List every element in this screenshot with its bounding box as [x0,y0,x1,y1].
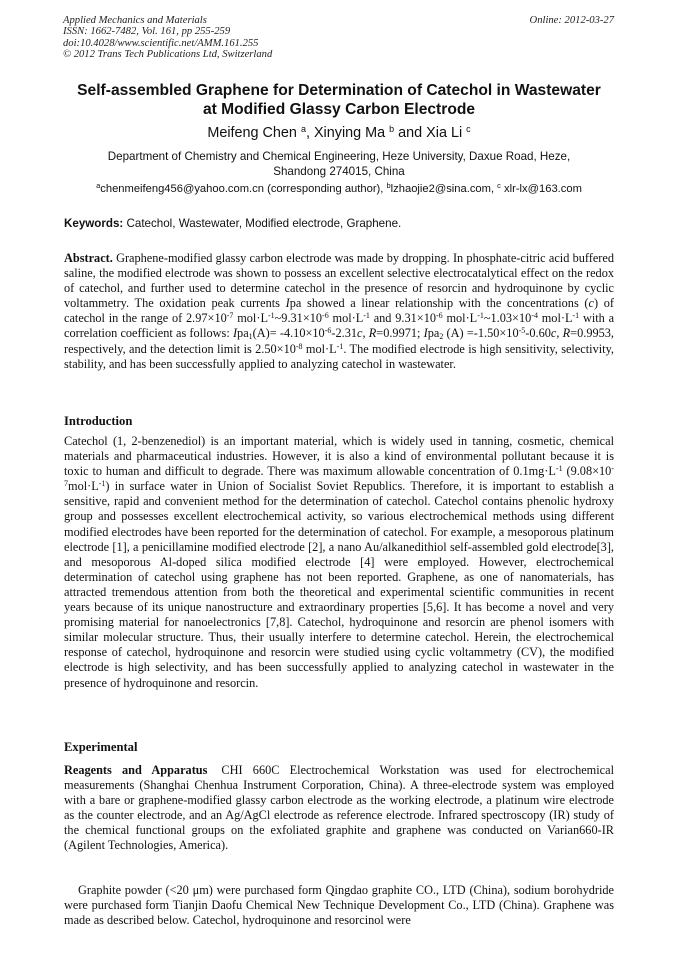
title-line-1: Self-assembled Graphene for Determination of Catechol in Wastewater [77,82,601,99]
abstract-var: I [232,326,238,341]
email-2[interactable]: lzhaojie2@sina.com, [390,183,498,195]
abstract-text: mol·L [302,341,337,356]
email-list [40,182,638,196]
author-1-mark: a [300,124,306,134]
abstract-var: R [368,326,377,341]
keywords [64,217,616,231]
abstract-sub: 2 [439,332,444,342]
abstract [64,251,614,372]
email-1-mark: a [96,181,101,190]
abstract-text: mol·L [537,311,573,326]
abstract-var: c [588,296,594,311]
affiliation-line-2: Shandong 274015, China [273,164,405,178]
paper-title [50,81,628,119]
abstract-text: mol·L [233,311,268,326]
abstract-sup: -1 [336,341,344,351]
abstract-text: =0.9953, respectively, and the detection limit is 2.50×10 [64,326,614,356]
online-date: Online: 2012-03-27 [529,15,614,26]
abstract-sup: -5 [518,326,526,336]
abstract-text: pa showed a linear relationship with the concentrations ( [289,296,589,311]
abstract-sup: -8 [295,341,303,351]
author-3: and Xia Li [394,125,463,141]
abstract-sup: -1 [572,311,580,321]
abstract-sup: -7 [226,311,234,321]
abstract-sup: -6 [322,311,329,321]
abstract-text: Graphene-modified glassy carbon electrode was made by dropping. In phosphate-citric acid buffered saline, the modified electrode was shown to possess an excellent selective electrocatalytical effect on the redox of catechol, and further used to determine catechol in the presence of resorcin and hydroquinone by cyclic voltammetry. The oxidation peak currents [64,251,614,311]
abstract-text: with a correlation coefficient as follows: [64,311,615,341]
author-1: Meifeng Chen [207,125,297,141]
abstract-text: , [362,326,369,341]
intro-sup: -7 [64,464,614,489]
email-2-mark: b [386,181,391,190]
abstract-text: -2.31 [331,326,357,341]
experimental-paragraph-2: Graphite powder (<20 μm) were purchased form Qingdao graphite CO., LTD (China), sodium borohydride were purchased form Tianjin Daofu Chemical New Technique Development Co., LTD (China). Graphene was made as described below. Catechol, hydroquinone and resorcinol were [64,883,614,928]
abstract-sub: 1 [248,332,253,342]
abstract-var: c [357,326,363,341]
abstract-sup: -1 [477,311,484,321]
abstract-sup: -1 [267,311,275,321]
experimental-text-1: CHI 660C Electrochemical Workstation was used for electrochemical measurements (Shanghai Chenhua Instrument Corporation, China). A three-electrode system was employed with a bare or graphene-modified glassy carbon electrode as the working electrode, a platinum wire electrode as the counter electrode, and an Ag/AgCl electrode as reference electrode. Infrared spectroscopy (IR) study of the chemical functional groups on the exfoliated graphite and graphene was conducted on Varian660-IR (Agilent Technologies, America). [64,763,614,853]
affiliation [70,150,608,179]
email-1[interactable]: chenmeifeng456@yahoo.com.cn (corresponding author), [100,183,387,195]
experimental-paragraph-1 [64,763,614,854]
abstract-text: (A)= -4.10×10 [252,326,325,341]
email-3-mark: c [497,181,501,190]
abstract-var: I [285,296,290,311]
doi-line: doi:10.4028/www.scientific.net/AMM.161.255 [63,37,259,49]
abstract-text: , [556,326,563,341]
abstract-sup: -6 [436,311,443,321]
introduction-paragraph [64,434,614,691]
abstract-sup: -6 [324,326,332,336]
abstract-text: (A) =-1.50×10 [443,326,519,341]
abstract-text: pa [237,326,249,341]
abstract-text: mol·L [328,311,364,326]
reagents-subheading: Reagents and Apparatus [64,763,208,777]
title-line-2: at Modified Glassy Carbon Electrode [202,101,476,118]
abstract-text: =0.9971; [376,326,424,341]
issn-line: ISSN: 1662-7482, Vol. 161, pp 255-259 [63,26,231,38]
abstract-sup: -4 [531,311,538,321]
abstract-text: mol·L [442,311,478,326]
intro-sup: -1 [98,479,106,489]
author-3-mark: c [466,124,471,134]
abstract-text: pa [427,326,440,341]
email-3[interactable]: xlr-lx@163.com [500,183,582,195]
intro-sup: -1 [555,464,563,474]
keywords-label: Keywords: [64,217,124,230]
abstract-text: ) of catechol in the range of 2.97×10 [64,296,614,326]
journal-name: Applied Mechanics and Materials [63,15,207,26]
intro-text: mol·L [68,479,99,494]
affiliation-line-1: Department of Chemistry and Chemical Engineering, Heze University, Daxue Road, Heze, [107,150,571,163]
abstract-var: I [423,326,428,341]
copyright-line: © 2012 Trans Tech Publications Ltd, Switzerland [63,49,273,61]
keywords-text: Catechol, Wastewater, Modified electrode, Graphene. [123,217,402,230]
abstract-sup: -1 [363,311,370,321]
abstract-text: . The modified electrode is high sensitivity, selectivity, stability, and has been successfully applied to analyzing catechol in wastewater. [64,341,615,371]
intro-text: (9.08×10 [562,464,612,479]
experimental-heading: Experimental [64,740,138,754]
abstract-text: and 9.31×10 [369,311,436,326]
abstract-text: ~1.03×10 [483,311,532,326]
author-2: , Xinying Ma [305,125,386,141]
abstract-text: -0.60 [525,326,551,341]
abstract-var: R [562,326,571,341]
abstract-text: ~9.31×10 [274,311,323,326]
intro-text: Catechol (1, 2-benzenediol) is an important material, which is widely used in tanning, cosmetic, chemical materials and pharmaceutical industries. However, it is also a kind of environmental pollutant because it is toxic to human and difficult to degrade. There was maximum allowable concentration of 0.1mg·L [64,434,614,479]
journal-header [63,15,423,61]
intro-text: ) in surface water in Union of Socialist Soviet Republics. Therefore, it is important to establish a sensitive, rapid and convenient method for the determination of catechol. Catechol contains phenolic hydroxy group and possesses excellent electrochemical activity, so various electrochemical methods using different modified electrodes have been reported for the determination of catechol. For example, a mesoporous platinum electrode [1], a penicillamine modified electrode [2], a nano Au/alkanedithiol self-assembled gold electrode[3], and mesoporous Al-doped silica modified electrode [4] were employed. However, electrochemical determination of catechol using graphene has not been reported. Graphene, as one of nanomaterials, has attracted tremendous attention from both the theoretical and experimental scientific communities in recent years because of its unique nanostructure and extraordinary properties [5,6]. It has become a novel and very promising material for nanoelectronics [7,8]. Catechol, hydroquinone and resorcin are phenol isomers with similar molecular structure. Thus, their usually interfere to determine catechol. Herein, the electrochemical response of catechol, hydroquinone and resorcin were studied using cyclic voltammetry (CV), the modified electrode is high selectivity, and has been successfully applied to analyzing catechol in wastewater in the presence of hydroquinone and resorcin. [64,479,614,690]
introduction-heading: Introduction [64,414,133,428]
abstract-label: Abstract. [64,251,113,265]
abstract-var: c [550,326,557,341]
author-2-mark: b [389,124,395,134]
author-list [50,124,628,142]
